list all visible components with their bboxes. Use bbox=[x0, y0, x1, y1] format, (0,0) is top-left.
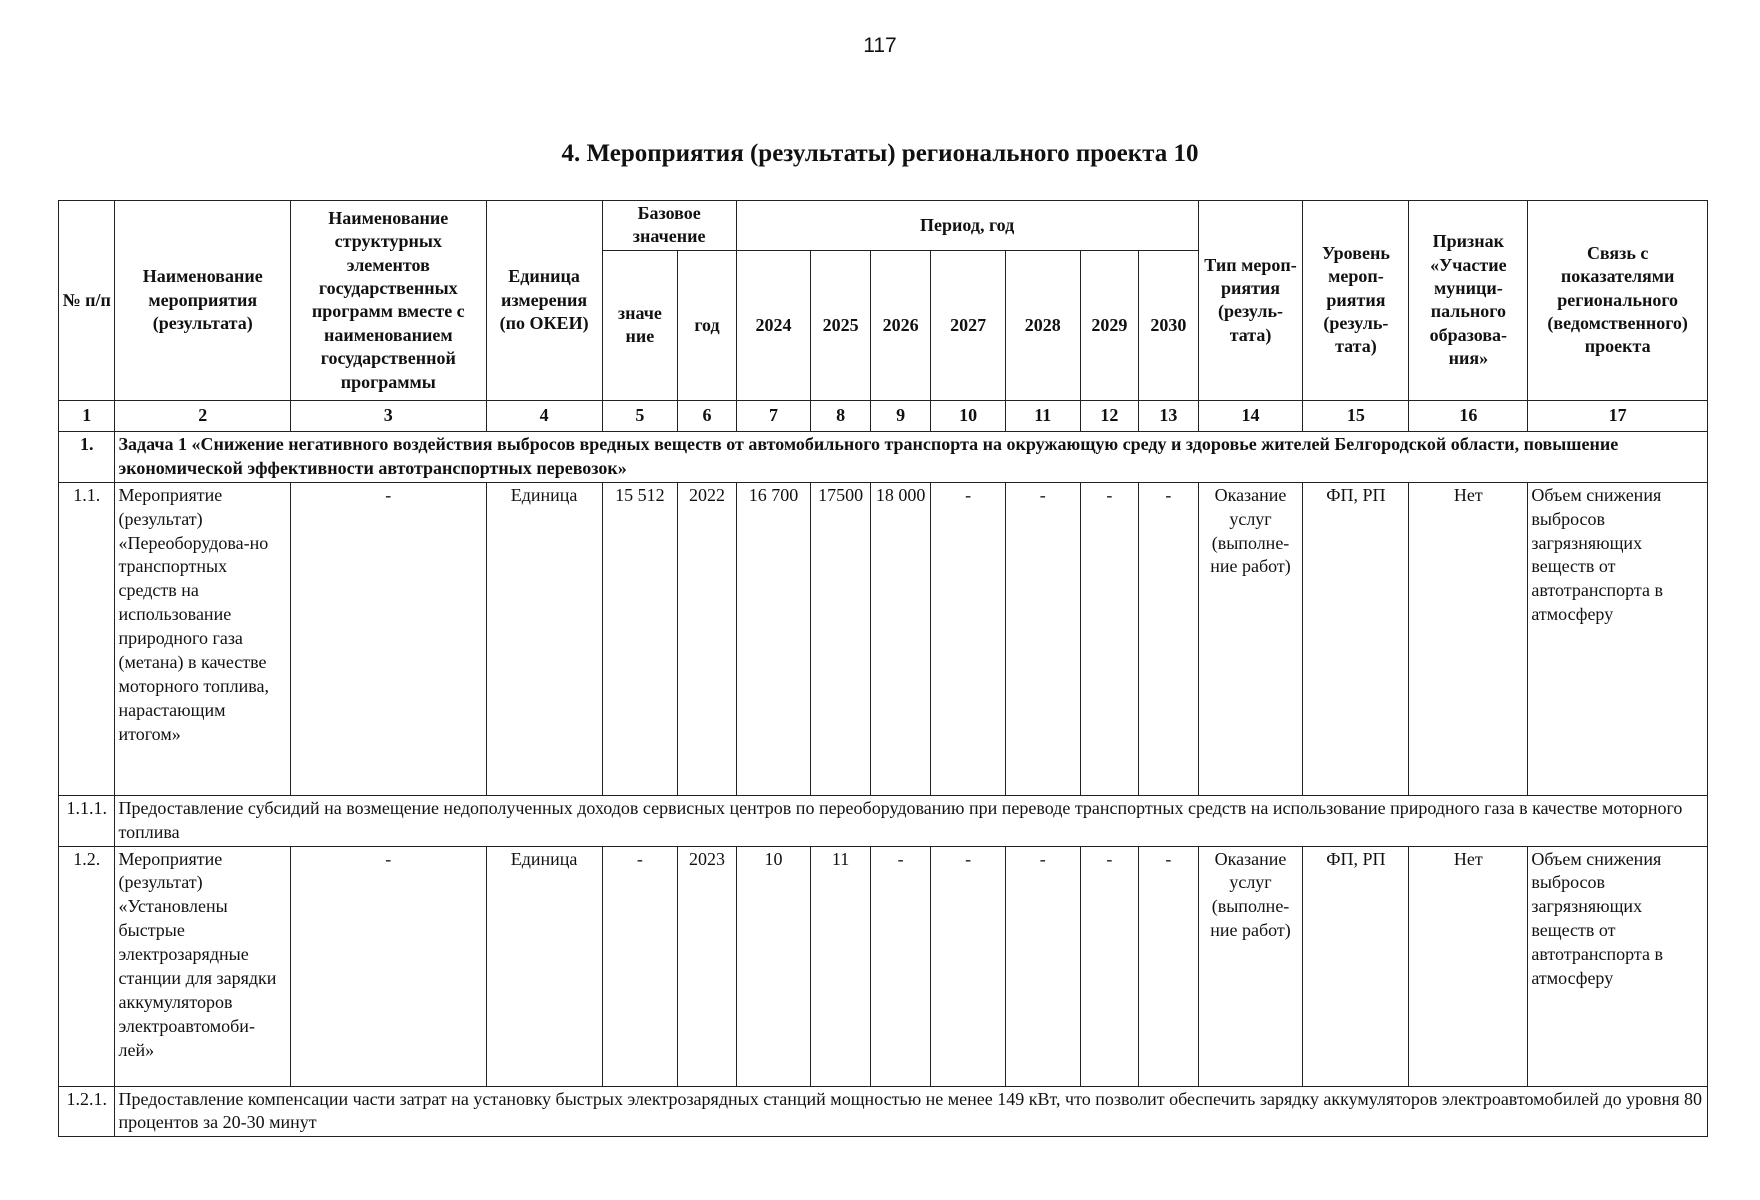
task-num: 1. bbox=[59, 431, 115, 482]
header-year-2024: 2024 bbox=[736, 250, 811, 400]
header-year-2027: 2027 bbox=[931, 250, 1006, 400]
subitem-row bbox=[59, 1086, 1708, 1137]
row-value-2028: - bbox=[1005, 482, 1080, 795]
column-number: 2 bbox=[115, 400, 290, 431]
row-link: Объем снижения выбросов загрязняющих веществ от автотранспорта в атмосферу bbox=[1528, 482, 1708, 795]
subitem-text: Предоставление компенсации части затрат на установку быстрых электрозарядных станций мощностью не менее 149 кВт, что позволит обеспечить зарядку аккумуляторов электроавтомобилей до уровня 80 процентов за 20-30 минут bbox=[115, 1086, 1708, 1137]
row-base-year: 2022 bbox=[678, 482, 736, 795]
header-period: Период, год bbox=[736, 201, 1198, 251]
subitem-num: 1.1.1. bbox=[59, 795, 115, 846]
row-value-2028: - bbox=[1005, 846, 1080, 1086]
column-number: 7 bbox=[736, 400, 811, 431]
row-type: Оказание услуг (выполне-ние работ) bbox=[1198, 846, 1303, 1086]
row-level: ФП, РП bbox=[1303, 482, 1409, 795]
column-number: 4 bbox=[486, 400, 602, 431]
row-base-value: 15 512 bbox=[602, 482, 678, 795]
row-name: Мероприятие (результат) «Установлены быстрые электрозарядные станции для зарядки аккумуляторов электроавтомоби-лей» bbox=[115, 846, 290, 1086]
subitem-row bbox=[59, 795, 1708, 846]
subitem-num: 1.2.1. bbox=[59, 1086, 115, 1137]
column-number-row bbox=[59, 400, 1708, 431]
row-municipal: Нет bbox=[1409, 482, 1528, 795]
header-base-value: значе ние bbox=[602, 250, 678, 400]
row-value-2024: 16 700 bbox=[736, 482, 811, 795]
row-unit: Единица bbox=[486, 846, 602, 1086]
header-municipal: Признак «Участие муници-пального образова-ния» bbox=[1409, 201, 1528, 401]
column-number: 12 bbox=[1080, 400, 1138, 431]
row-municipal: Нет bbox=[1409, 846, 1528, 1086]
header-year-2026: 2026 bbox=[870, 250, 931, 400]
header-year-2030: 2030 bbox=[1139, 250, 1199, 400]
subitem-text: Предоставление субсидий на возмещение недополученных доходов сервисных центров по переоборудованию при переводе транспортных средств на использование природного газа в качестве моторного топлива bbox=[115, 795, 1708, 846]
header-link: Связь с показателями регионального (ведомственного) проекта bbox=[1528, 201, 1708, 401]
row-value-2025: 11 bbox=[811, 846, 871, 1086]
header-unit: Единица измерения (по ОКЕИ) bbox=[486, 201, 602, 401]
row-base-year: 2023 bbox=[678, 846, 736, 1086]
row-unit: Единица bbox=[486, 482, 602, 795]
header-year-2025: 2025 bbox=[811, 250, 871, 400]
task-row bbox=[59, 431, 1708, 482]
column-number: 14 bbox=[1198, 400, 1303, 431]
column-number: 15 bbox=[1303, 400, 1409, 431]
header-type: Тип мероп-риятия (резуль-тата) bbox=[1198, 201, 1303, 401]
row-value-2030: - bbox=[1139, 846, 1199, 1086]
row-name: Мероприятие (результат) «Переоборудова-но транспортных средств на использование природного газа (метана) в качестве моторного топлива, нарастающим итогом» bbox=[115, 482, 290, 795]
header-num: № п/п bbox=[59, 201, 115, 401]
table-row bbox=[59, 846, 1708, 1086]
header-base: Базовое значение bbox=[602, 201, 736, 251]
row-value-2024: 10 bbox=[736, 846, 811, 1086]
column-number: 5 bbox=[602, 400, 678, 431]
events-table bbox=[58, 200, 1708, 1137]
table-row bbox=[59, 482, 1708, 795]
column-number: 17 bbox=[1528, 400, 1708, 431]
column-number: 13 bbox=[1139, 400, 1199, 431]
row-num: 1.1. bbox=[59, 482, 115, 795]
column-number: 11 bbox=[1005, 400, 1080, 431]
row-value-2025: 17500 bbox=[811, 482, 871, 795]
column-number: 16 bbox=[1409, 400, 1528, 431]
header-row-top bbox=[59, 201, 1708, 251]
header-level: Уровень мероп-риятия (резуль-тата) bbox=[1303, 201, 1409, 401]
row-value-2029: - bbox=[1080, 482, 1138, 795]
row-type: Оказание услуг (выполне-ние работ) bbox=[1198, 482, 1303, 795]
row-value-2027: - bbox=[931, 482, 1006, 795]
row-level: ФП, РП bbox=[1303, 846, 1409, 1086]
column-number: 3 bbox=[290, 400, 486, 431]
header-structural: Наименование структурных элементов государственных программ вместе с наименованием государственной программы bbox=[290, 201, 486, 401]
header-year-2029: 2029 bbox=[1080, 250, 1138, 400]
row-base-value: - bbox=[602, 846, 678, 1086]
row-value-2026: - bbox=[870, 846, 931, 1086]
row-structural: - bbox=[290, 482, 486, 795]
column-number: 8 bbox=[811, 400, 871, 431]
task-text: Задача 1 «Снижение негативного воздействия выбросов вредных веществ от автомобильного транспорта на окружающую среду и здоровье жителей Белгородской области, повышение экономической эффективности автотранспортных перевозок» bbox=[115, 431, 1708, 482]
row-num: 1.2. bbox=[59, 846, 115, 1086]
row-value-2029: - bbox=[1080, 846, 1138, 1086]
row-link: Объем снижения выбросов загрязняющих веществ от автотранспорта в атмосферу bbox=[1528, 846, 1708, 1086]
row-value-2026: 18 000 bbox=[870, 482, 931, 795]
page-title: 4. Мероприятия (результаты) регионального проекта 10 bbox=[561, 140, 1199, 167]
page-number: 117 bbox=[863, 34, 897, 57]
header-name: Наименование мероприятия (результата) bbox=[115, 201, 290, 401]
header-base-year: год bbox=[678, 250, 736, 400]
row-value-2030: - bbox=[1139, 482, 1199, 795]
header-year-2028: 2028 bbox=[1005, 250, 1080, 400]
column-number: 6 bbox=[678, 400, 736, 431]
row-structural: - bbox=[290, 846, 486, 1086]
column-number: 1 bbox=[59, 400, 115, 431]
column-number: 9 bbox=[870, 400, 931, 431]
row-value-2027: - bbox=[931, 846, 1006, 1086]
column-number: 10 bbox=[931, 400, 1006, 431]
